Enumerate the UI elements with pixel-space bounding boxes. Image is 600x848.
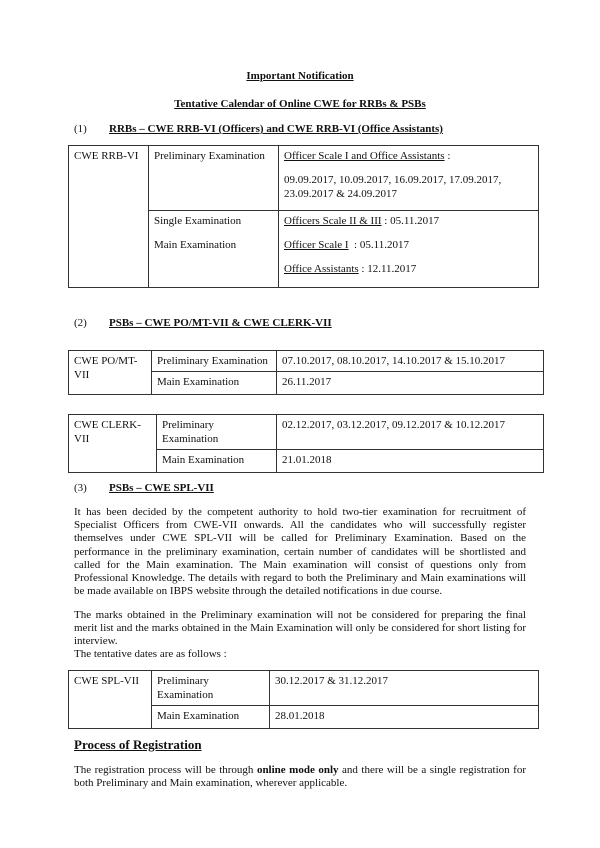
table-row xyxy=(69,671,539,706)
spl-paragraph-1: It has been decided by the competent authority to hold two-tier examination for recruitment of Specialist Officers from CWE-VII onwards. All the candidates who will successfully register themselves under CWE SPL-VII will be called for Preliminary Examination. Based on the performance in the preliminary examination, certain number of candidates will be shortlisted and called for the Main examination. The Main examination will consist of questions only from Professional Knowledge. The details with regard to both the Preliminary and Main examinations will be made available on IBPS website through the detailed notifications in due course. xyxy=(74,506,526,598)
stage-cell: Main Examination xyxy=(157,450,277,473)
dates-cell: 02.12.2017, 03.12.2017, 09.12.2017 & 10.12.2017 xyxy=(277,415,544,450)
dates-cell: Officers Scale II & III : 05.11.2017 xyxy=(279,211,539,236)
dates-list: 09.09.2017, 10.09.2017, 16.09.2017, 17.09.2017, 23.09.2017 & 24.09.2017 xyxy=(284,174,502,200)
rrb-table xyxy=(68,145,539,288)
stage-cell: Preliminary Examination xyxy=(152,351,277,372)
section-3-number: (3) xyxy=(74,482,87,494)
clerk-table xyxy=(68,414,544,473)
section-1-title: RRBs – CWE RRB-VI (Officers) and CWE RRB-VI (Office Assistants) xyxy=(109,123,443,135)
po-table xyxy=(68,350,544,395)
dates-cell: 07.10.2017, 08.10.2017, 14.10.2017 & 15.10.2017 xyxy=(277,351,544,372)
dates-cell xyxy=(279,235,539,288)
dates-line: Officer Scale I : 05.11.2017 xyxy=(284,239,409,251)
calendar-title: Tentative Calendar of Online CWE for RRBs & PSBs xyxy=(174,98,426,110)
dates-line: Officer Scale I and Office Assistants : xyxy=(284,150,451,162)
table-row xyxy=(69,351,544,372)
stage-cell: Preliminary Examination xyxy=(149,146,279,211)
exam-cell: CWE RRB-VI xyxy=(69,146,149,288)
registration-text: The registration process will be through online mode only and there will be a single registration for both Preliminary and Main examination, wherever applicable. xyxy=(74,764,526,790)
stage-cell: Preliminary Examination xyxy=(157,415,277,450)
dates-cell: 30.12.2017 & 31.12.2017 xyxy=(270,671,539,706)
registration-heading: Process of Registration xyxy=(74,737,202,752)
dates-cell: 26.11.2017 xyxy=(277,372,544,395)
section-3-title: PSBs – CWE SPL-VII xyxy=(109,482,214,494)
dates-line: Office Assistants : 12.11.2017 xyxy=(284,263,417,275)
section-2-number: (2) xyxy=(74,317,87,329)
exam-cell: CWE SPL-VII xyxy=(69,671,152,729)
section-1-number: (1) xyxy=(74,123,87,135)
table-row xyxy=(69,415,544,450)
stage-cell: Main Examination xyxy=(149,235,279,288)
notification-title: Important Notification xyxy=(246,70,354,82)
exam-cell: CWE CLERK-VII xyxy=(69,415,157,473)
dates-cell xyxy=(279,146,539,211)
dates-cell: 28.01.2018 xyxy=(270,706,539,729)
spl-paragraph-2: The marks obtained in the Preliminary examination will not be considered for preparing the final merit list and the marks obtained in the Main Examination will only be considered for short listing for interview. xyxy=(74,609,526,648)
dates-cell: 21.01.2018 xyxy=(277,450,544,473)
stage-cell: Main Examination xyxy=(152,372,277,395)
spl-table xyxy=(68,670,539,729)
table-row xyxy=(69,146,539,211)
stage-cell: Main Examination xyxy=(152,706,270,729)
section-2-title: PSBs – CWE PO/MT-VII & CWE CLERK-VII xyxy=(109,317,332,329)
exam-cell: CWE PO/MT-VII xyxy=(69,351,152,395)
stage-cell: Preliminary Examination xyxy=(152,671,270,706)
stage-cell: Single Examination xyxy=(149,211,279,236)
spl-paragraph-3: The tentative dates are as follows : xyxy=(74,648,227,660)
